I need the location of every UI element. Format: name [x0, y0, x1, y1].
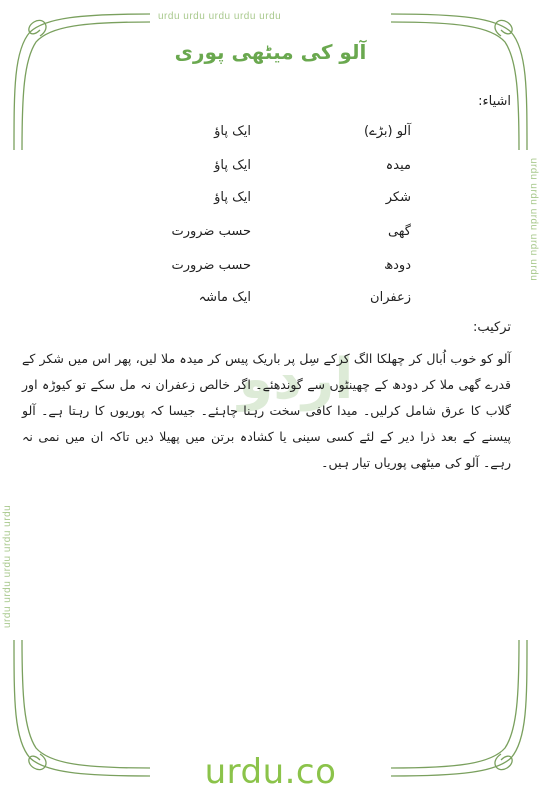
ingredient-row [111, 190, 411, 212]
ingredient-quantity: حسب ضرورت [171, 224, 251, 239]
border-text-left: urdu urdu urdu urdu urdu [2, 504, 13, 628]
ingredient-quantity: ایک پاؤ [214, 190, 251, 205]
ingredient-row [111, 158, 411, 180]
ingredient-name: شکر [385, 190, 411, 205]
ingredient-name: میدہ [385, 158, 411, 173]
ingredients-heading: اشیاء: [478, 94, 511, 109]
ingredient-name: گھی [387, 224, 411, 239]
corner-flourish-top-right [391, 14, 527, 150]
ingredient-row [111, 258, 411, 280]
method-text: آلو کو خوب اُبال کر چھلکا الگ کرکے سِل پر باریک پیس کر میدہ ملا لیں، پھر اس میں شکر کے قدرے گھی ملا کر دودھ کے چھینٹوں سے گوندھئے۔ اگر خالص زعفران نہ مل سکے تو کیوڑہ اور گلاب کا عرق شامل کرلیں۔ میدا کافی سخت رہنا چاہئے۔ جیسا کہ پوریوں کا رہتا ہے۔ آلو پیسنے کے بعد ذرا دیر کے لئے کسی سینی یا کشادہ برتن میں پھیلا دیں تاکہ ان میں نمی نہ رہے۔ آلو کی میٹھی پوریاں تیار ہیں۔ [22, 351, 511, 470]
method-heading: ترکیب: [472, 320, 511, 335]
ingredient-row [111, 124, 411, 146]
border-text-top: urdu urdu urdu urdu urdu [158, 11, 282, 22]
ingredient-quantity: ایک ماشہ [198, 290, 251, 305]
recipe-title: آلو کی میٹھی پوری [174, 40, 367, 64]
ingredient-quantity: حسب ضرورت [171, 258, 251, 273]
ingredient-quantity: ایک پاؤ [214, 124, 251, 139]
ingredient-row [111, 290, 411, 312]
ingredient-name: دودھ [384, 258, 411, 273]
footer-logo[interactable]: urdu.co [204, 752, 337, 792]
ingredient-quantity: ایک پاؤ [214, 158, 251, 173]
watermark-text: اردو [238, 347, 354, 412]
border-text-right: urdu urdu urdu urdu urdu [528, 158, 539, 282]
ingredient-name: زعفران [370, 290, 411, 305]
ingredient-name: آلو (بڑے) [364, 124, 411, 139]
ingredient-row [111, 224, 411, 246]
